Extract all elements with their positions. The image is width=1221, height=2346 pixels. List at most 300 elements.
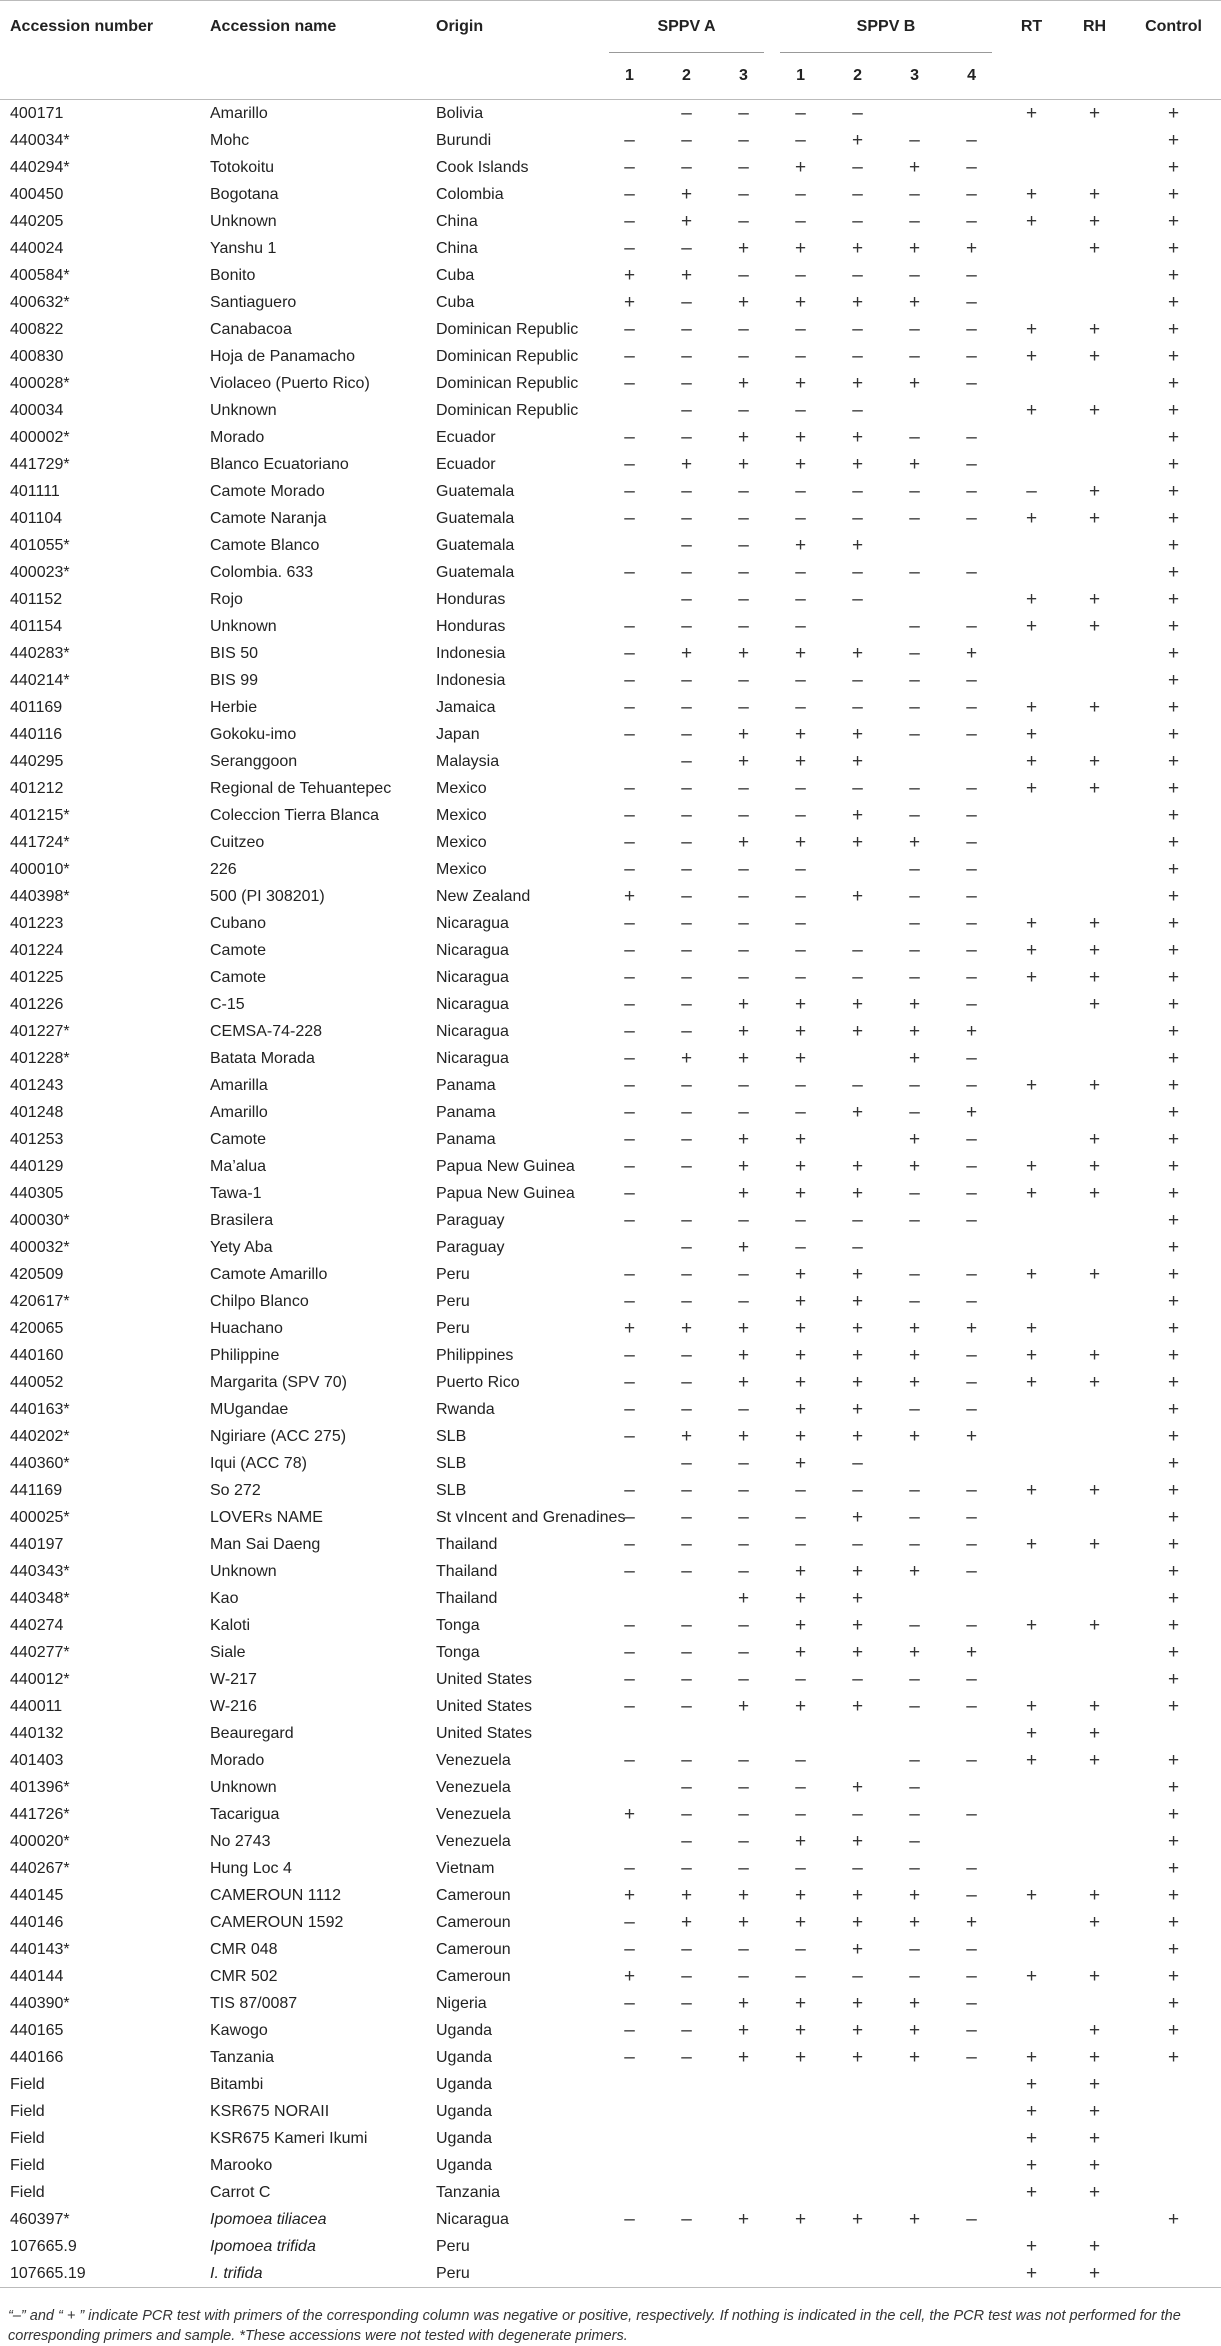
cell-accession-name: Camote Naranja [210,509,327,527]
cell-rt: + [1025,912,1038,934]
cell-sppv-b-4: – [966,669,977,691]
cell-rt: + [1025,102,1038,124]
cell-sppv-b-3: – [909,1074,920,1096]
table-row [0,1450,1221,1477]
cell-sppv-b-1: – [795,1209,806,1231]
cell-sppv-a-1: + [623,1803,636,1825]
cell-rh: + [1088,750,1101,772]
cell-accession-name: Kawogo [210,2021,268,2039]
cell-accession-number: 401223 [10,914,64,932]
cell-sppv-b-2: + [851,1020,864,1042]
cell-sppv-b-3: + [908,2046,921,2068]
cell-sppv-a-1: – [624,615,635,637]
cell-control: + [1167,1560,1180,1582]
cell-accession-number: 440267* [10,1859,70,1877]
cell-sppv-a-3: – [738,1209,749,1231]
cell-sppv-a-2: – [681,1803,692,1825]
cell-control: + [1167,966,1180,988]
cell-origin: Paraguay [436,1238,505,1256]
cell-rt: + [1025,750,1038,772]
cell-sppv-b-2: + [851,426,864,448]
cell-sppv-b-3: – [909,1776,920,1798]
cell-sppv-b-3: + [908,1560,921,1582]
cell-rt: + [1025,2235,1038,2257]
table-row [0,2071,1221,2098]
table-row [0,937,1221,964]
cell-accession-name: Unknown [210,1778,277,1796]
cell-accession-name: Gokoku-imo [210,725,297,743]
cell-sppv-b-2: – [852,480,863,502]
cell-control [1126,2152,1221,2179]
cell-sppv-a-2: + [680,1911,693,1933]
cell-sppv-a-1: – [624,1749,635,1771]
cell-sppv-a-3: + [737,372,750,394]
cell-accession-number: 420509 [10,1265,64,1283]
table-row [0,1234,1221,1261]
cell-sppv-b-1: + [794,642,807,664]
cell-sppv-a-1: – [624,1398,635,1420]
cell-sppv-b-1: – [795,804,806,826]
cell-accession-number: 440398* [10,887,70,905]
cell-sppv-a-3: – [738,1938,749,1960]
cell-rh [1063,1504,1126,1531]
cell-sppv-a-3: – [738,885,749,907]
table-row [0,370,1221,397]
cell-accession-number: 440295 [10,752,64,770]
cell-sppv-a-2: – [681,2019,692,2041]
cell-rt [1000,1018,1063,1045]
cell-sppv-b-1: – [795,183,806,205]
table-row [0,2098,1221,2125]
cell-accession-number: 401228* [10,1049,70,1067]
cell-sppv-b-1: + [794,1398,807,1420]
cell-sppv-b-4: – [966,1479,977,1501]
cell-sppv-b-3: + [908,1884,921,1906]
cell-sppv-b-2: + [851,1587,864,1609]
cell-sppv-a-3: – [738,1965,749,1987]
cell-sppv-a-3: – [738,534,749,556]
table-row [0,883,1221,910]
cell-sppv-b-1: – [795,669,806,691]
cell-rt [1000,1234,1063,1261]
cell-sppv-a-2: – [681,156,692,178]
cell-sppv-b-3: – [909,669,920,691]
cell-sppv-b-3: – [909,264,920,286]
cell-sppv-b-2: – [852,507,863,529]
cell-rt [1000,667,1063,694]
table-row [0,829,1221,856]
cell-control: + [1167,642,1180,664]
cell-sppv-a-1: – [624,1533,635,1555]
cell-rh [1063,829,1126,856]
cell-rh: + [1088,1263,1101,1285]
cell-sppv-b-4: – [966,1263,977,1285]
cell-sppv-b-1: + [794,1830,807,1852]
table-row [0,100,1221,128]
table-row [0,1180,1221,1207]
cell-origin: Guatemala [436,536,515,554]
cell-sppv-a-2: + [680,1047,693,1069]
cell-sppv-b-4: – [966,372,977,394]
cell-accession-name: Yety Aba [210,1238,273,1256]
cell-origin: Thailand [436,1535,498,1553]
subheader-sppv-b-1: 1 [772,53,829,100]
cell-sppv-b-2: + [851,1317,864,1339]
cell-sppv-a-2 [658,1720,715,1747]
table-row [0,721,1221,748]
cell-sppv-b-4 [943,100,1000,128]
table-row [0,1828,1221,1855]
cell-control: + [1167,102,1180,124]
cell-rt: + [1025,1965,1038,1987]
subheader-blank [426,53,601,100]
cell-sppv-b-3: + [908,1992,921,2014]
cell-origin: Cuba [436,293,475,311]
cell-rh: + [1088,1965,1101,1987]
cell-sppv-b-4 [943,2098,1000,2125]
cell-sppv-a-3 [715,2125,772,2152]
cell-sppv-b-4: – [966,1668,977,1690]
cell-sppv-a-1 [601,2260,658,2288]
cell-sppv-a-2: – [681,912,692,934]
cell-control: + [1167,669,1180,691]
table-row [0,964,1221,991]
cell-control: + [1167,1479,1180,1501]
cell-sppv-b-2: + [851,1830,864,1852]
cell-accession-name: Regional de Tehuantepec [210,779,392,797]
cell-sppv-b-3: – [909,1398,920,1420]
cell-origin: Uganda [436,2075,493,2093]
cell-sppv-b-4: – [966,696,977,718]
table-row [0,1747,1221,1774]
cell-accession-number: 400822 [10,320,64,338]
cell-rh: + [1088,1182,1101,1204]
cell-accession-number: 440166 [10,2048,64,2066]
cell-origin: Uganda [436,2156,493,2174]
cell-sppv-b-4: – [966,1506,977,1528]
cell-sppv-a-2: – [681,1749,692,1771]
cell-accession-number: 440205 [10,212,64,230]
cell-accession-name: Ipomoea tiliacea [210,2210,327,2228]
cell-rt [1000,1774,1063,1801]
cell-control: + [1167,453,1180,475]
table-row [0,1207,1221,1234]
cell-sppv-b-4: – [966,1533,977,1555]
cell-origin: Dominican Republic [436,320,579,338]
cell-sppv-a-2: – [681,1506,692,1528]
table-row [0,802,1221,829]
cell-rh [1063,802,1126,829]
cell-origin: Uganda [436,2102,493,2120]
cell-sppv-a-3: – [738,1290,749,1312]
col-accession-name: Accession name [200,1,426,54]
cell-sppv-b-1: + [794,156,807,178]
cell-sppv-a-2: – [681,966,692,988]
cell-accession-name: Camote [210,1130,267,1148]
cell-accession-name: Hung Loc 4 [210,1859,292,1877]
cell-sppv-b-1: + [794,2208,807,2230]
cell-accession-name: 226 [210,860,237,878]
table-row [0,1936,1221,1963]
cell-sppv-b-1: + [794,1317,807,1339]
cell-sppv-a-1: + [623,1884,636,1906]
cell-accession-number: 400032* [10,1238,70,1256]
cell-accession-name: Camote [210,941,267,959]
cell-sppv-b-3: – [909,1857,920,1879]
cell-accession-name: Yanshu 1 [210,239,277,257]
table-row [0,1585,1221,1612]
col-group-sppv-b: SPPV B [772,1,1000,54]
cell-rh [1063,424,1126,451]
cell-sppv-b-3: – [909,1290,920,1312]
cell-control: + [1167,1371,1180,1393]
cell-sppv-a-3: + [737,1425,750,1447]
cell-sppv-b-4 [943,2071,1000,2098]
cell-sppv-a-2: – [681,1938,692,1960]
cell-sppv-b-1 [772,2260,829,2288]
table-row [0,559,1221,586]
cell-rh: + [1063,2260,1126,2288]
cell-origin: Burundi [436,131,492,149]
cell-sppv-a-1 [601,1774,658,1801]
cell-control [1126,1720,1221,1747]
cell-rt [1000,829,1063,856]
cell-sppv-a-2: – [681,1614,692,1636]
table-row [0,2233,1221,2260]
cell-rh [1063,451,1126,478]
cell-accession-name: Brasilera [210,1211,274,1229]
cell-rt [1000,1828,1063,1855]
cell-sppv-b-3: + [908,1641,921,1663]
cell-sppv-b-3: – [909,129,920,151]
cell-rh [1063,370,1126,397]
cell-sppv-a-2: + [680,264,693,286]
cell-sppv-b-2: – [852,561,863,583]
cell-sppv-a-2: – [681,1371,692,1393]
cell-sppv-a-3: + [737,1992,750,2014]
table-row [0,262,1221,289]
cell-sppv-b-3: – [909,480,920,502]
cell-sppv-b-1 [772,2125,829,2152]
cell-rt [1000,1504,1063,1531]
cell-sppv-a-2: – [681,615,692,637]
cell-rt: + [1025,399,1038,421]
cell-sppv-a-2: – [681,1452,692,1474]
cell-sppv-a-1: – [624,1695,635,1717]
cell-sppv-b-3: + [908,453,921,475]
cell-sppv-a-2: – [681,1830,692,1852]
cell-sppv-a-3: – [738,156,749,178]
cell-sppv-b-3 [886,2179,943,2206]
cell-sppv-a-1: – [624,1857,635,1879]
cell-sppv-a-1: – [624,210,635,232]
table-row [0,1693,1221,1720]
cell-sppv-b-3: – [909,1668,920,1690]
cell-sppv-b-4 [943,1585,1000,1612]
cell-origin: Japan [436,725,480,743]
cell-control: + [1167,1263,1180,1285]
cell-sppv-a-1: – [624,1425,635,1447]
cell-accession-name: Iqui (ACC 78) [210,1454,307,1472]
cell-sppv-b-2 [829,2233,886,2260]
cell-control: + [1167,1776,1180,1798]
cell-sppv-b-2: + [851,1425,864,1447]
cell-rh [1063,532,1126,559]
cell-sppv-b-1: + [794,1020,807,1042]
subheader-sppv-a-3: 3 [715,53,772,100]
cell-sppv-b-1: – [795,1506,806,1528]
cell-sppv-b-4: – [966,912,977,934]
cell-sppv-b-4: – [966,561,977,583]
cell-sppv-b-3: – [909,858,920,880]
cell-accession-number: 440165 [10,2021,64,2039]
cell-accession-number: 440360* [10,1454,70,1472]
table-row [0,208,1221,235]
cell-sppv-b-2: – [852,102,863,124]
cell-accession-name: No 2743 [210,1832,271,1850]
cell-control: + [1167,561,1180,583]
cell-sppv-b-3 [886,1585,943,1612]
cell-sppv-a-2: – [681,426,692,448]
cell-sppv-b-1: – [795,1074,806,1096]
cell-sppv-b-3 [886,748,943,775]
cell-sppv-a-3: – [738,480,749,502]
cell-rt [1000,1423,1063,1450]
cell-sppv-a-2: – [681,1209,692,1231]
cell-accession-name: Carrot C [210,2183,271,2201]
cell-sppv-b-2: + [851,723,864,745]
cell-accession-number: 401248 [10,1103,64,1121]
cell-sppv-a-2 [658,2098,715,2125]
cell-sppv-b-1: – [795,129,806,151]
cell-sppv-b-2: – [852,1074,863,1096]
cell-rt: + [1025,1182,1038,1204]
cell-sppv-a-1: – [624,642,635,664]
cell-sppv-a-3: – [738,507,749,529]
table-body [0,100,1221,2288]
cell-control: + [1167,615,1180,637]
cell-sppv-a-2: + [680,453,693,475]
cell-sppv-b-2: + [851,1263,864,1285]
cell-rh: + [1088,480,1101,502]
cell-sppv-b-2: – [852,399,863,421]
cell-sppv-a-2: – [681,2208,692,2230]
cell-sppv-a-1: + [623,264,636,286]
cell-control [1126,2125,1221,2152]
cell-sppv-b-2: – [852,1209,863,1231]
cell-control: + [1167,2019,1180,2041]
cell-control: + [1167,723,1180,745]
cell-accession-name: Ipomoea trifida [210,2237,316,2255]
cell-sppv-a-3: – [738,1398,749,1420]
cell-origin: Mexico [436,860,487,878]
cell-sppv-a-2 [658,1180,715,1207]
cell-rt: + [1025,1479,1038,1501]
cell-sppv-b-1: – [795,264,806,286]
cell-sppv-b-4: – [966,480,977,502]
cell-sppv-a-1: – [624,831,635,853]
cell-sppv-b-1: + [794,1263,807,1285]
cell-sppv-a-2: – [681,1776,692,1798]
cell-sppv-b-4 [943,586,1000,613]
cell-accession-number: 440132 [10,1724,64,1742]
cell-sppv-b-4: – [966,129,977,151]
cell-accession-name: Rojo [210,590,243,608]
cell-accession-number: 440012* [10,1670,70,1688]
cell-sppv-b-1: – [795,1101,806,1123]
cell-sppv-b-3: – [909,1533,920,1555]
cell-accession-name: Chilpo Blanco [210,1292,309,1310]
cell-control: + [1167,1209,1180,1231]
table-row [0,1720,1221,1747]
cell-accession-name: KSR675 Kameri Ikumi [210,2129,368,2147]
cell-sppv-b-4: – [966,723,977,745]
cell-control: + [1167,1749,1180,1771]
cell-sppv-b-4: + [965,1425,978,1447]
cell-sppv-b-2: + [851,2046,864,2068]
cell-sppv-b-3: + [908,1047,921,1069]
cell-accession-name: CMR 502 [210,1967,278,1985]
cell-accession-name: BIS 99 [210,671,259,689]
cell-rt: + [1025,1371,1038,1393]
cell-accession-name: Canabacoa [210,320,292,338]
cell-accession-number: 401169 [10,698,63,716]
cell-sppv-a-3: – [738,1533,749,1555]
cell-accession-number: Field [10,2102,45,2120]
cell-sppv-a-3: – [738,939,749,961]
cell-sppv-b-3: + [908,1128,921,1150]
cell-control: + [1167,1155,1180,1177]
subheader-blank [0,53,200,100]
cell-sppv-a-1: + [623,291,636,313]
cell-sppv-b-3 [886,100,943,128]
cell-sppv-a-1: – [624,1641,635,1663]
cell-accession-name: 500 (PI 308201) [210,887,325,905]
cell-accession-name: Amarilla [210,1076,268,1094]
cell-rh: + [1088,1695,1101,1717]
cell-rh: + [1088,2019,1101,2041]
cell-sppv-a-1: – [624,804,635,826]
cell-sppv-b-3 [886,2233,943,2260]
cell-accession-number: 440197 [10,1535,64,1553]
cell-rt: – [1026,480,1037,502]
cell-accession-name: LOVERs NAME [210,1508,323,1526]
cell-sppv-b-2: + [851,1182,864,1204]
cell-accession-number: 400584* [10,266,70,284]
cell-origin: Panama [436,1076,496,1094]
cell-origin: Nicaragua [436,1049,509,1067]
table-row [0,532,1221,559]
cell-origin: Paraguay [436,1211,505,1229]
cell-sppv-a-3 [715,2152,772,2179]
cell-origin: Papua New Guinea [436,1157,575,1175]
cell-sppv-b-1: – [795,1803,806,1825]
cell-sppv-a-1: – [624,1182,635,1204]
cell-accession-number: Field [10,2075,45,2093]
cell-sppv-b-4: – [966,1182,977,1204]
table-row [0,1612,1221,1639]
cell-sppv-b-2: – [852,966,863,988]
cell-sppv-a-3: + [737,831,750,853]
cell-control: + [1167,156,1180,178]
cell-sppv-b-1: + [794,1047,807,1069]
cell-sppv-b-4: – [966,939,977,961]
cell-origin: Peru [436,1319,470,1337]
cell-sppv-b-4: – [966,318,977,340]
cell-rt [1000,1855,1063,1882]
cell-sppv-b-1: – [795,480,806,502]
cell-sppv-b-4: – [966,1992,977,2014]
